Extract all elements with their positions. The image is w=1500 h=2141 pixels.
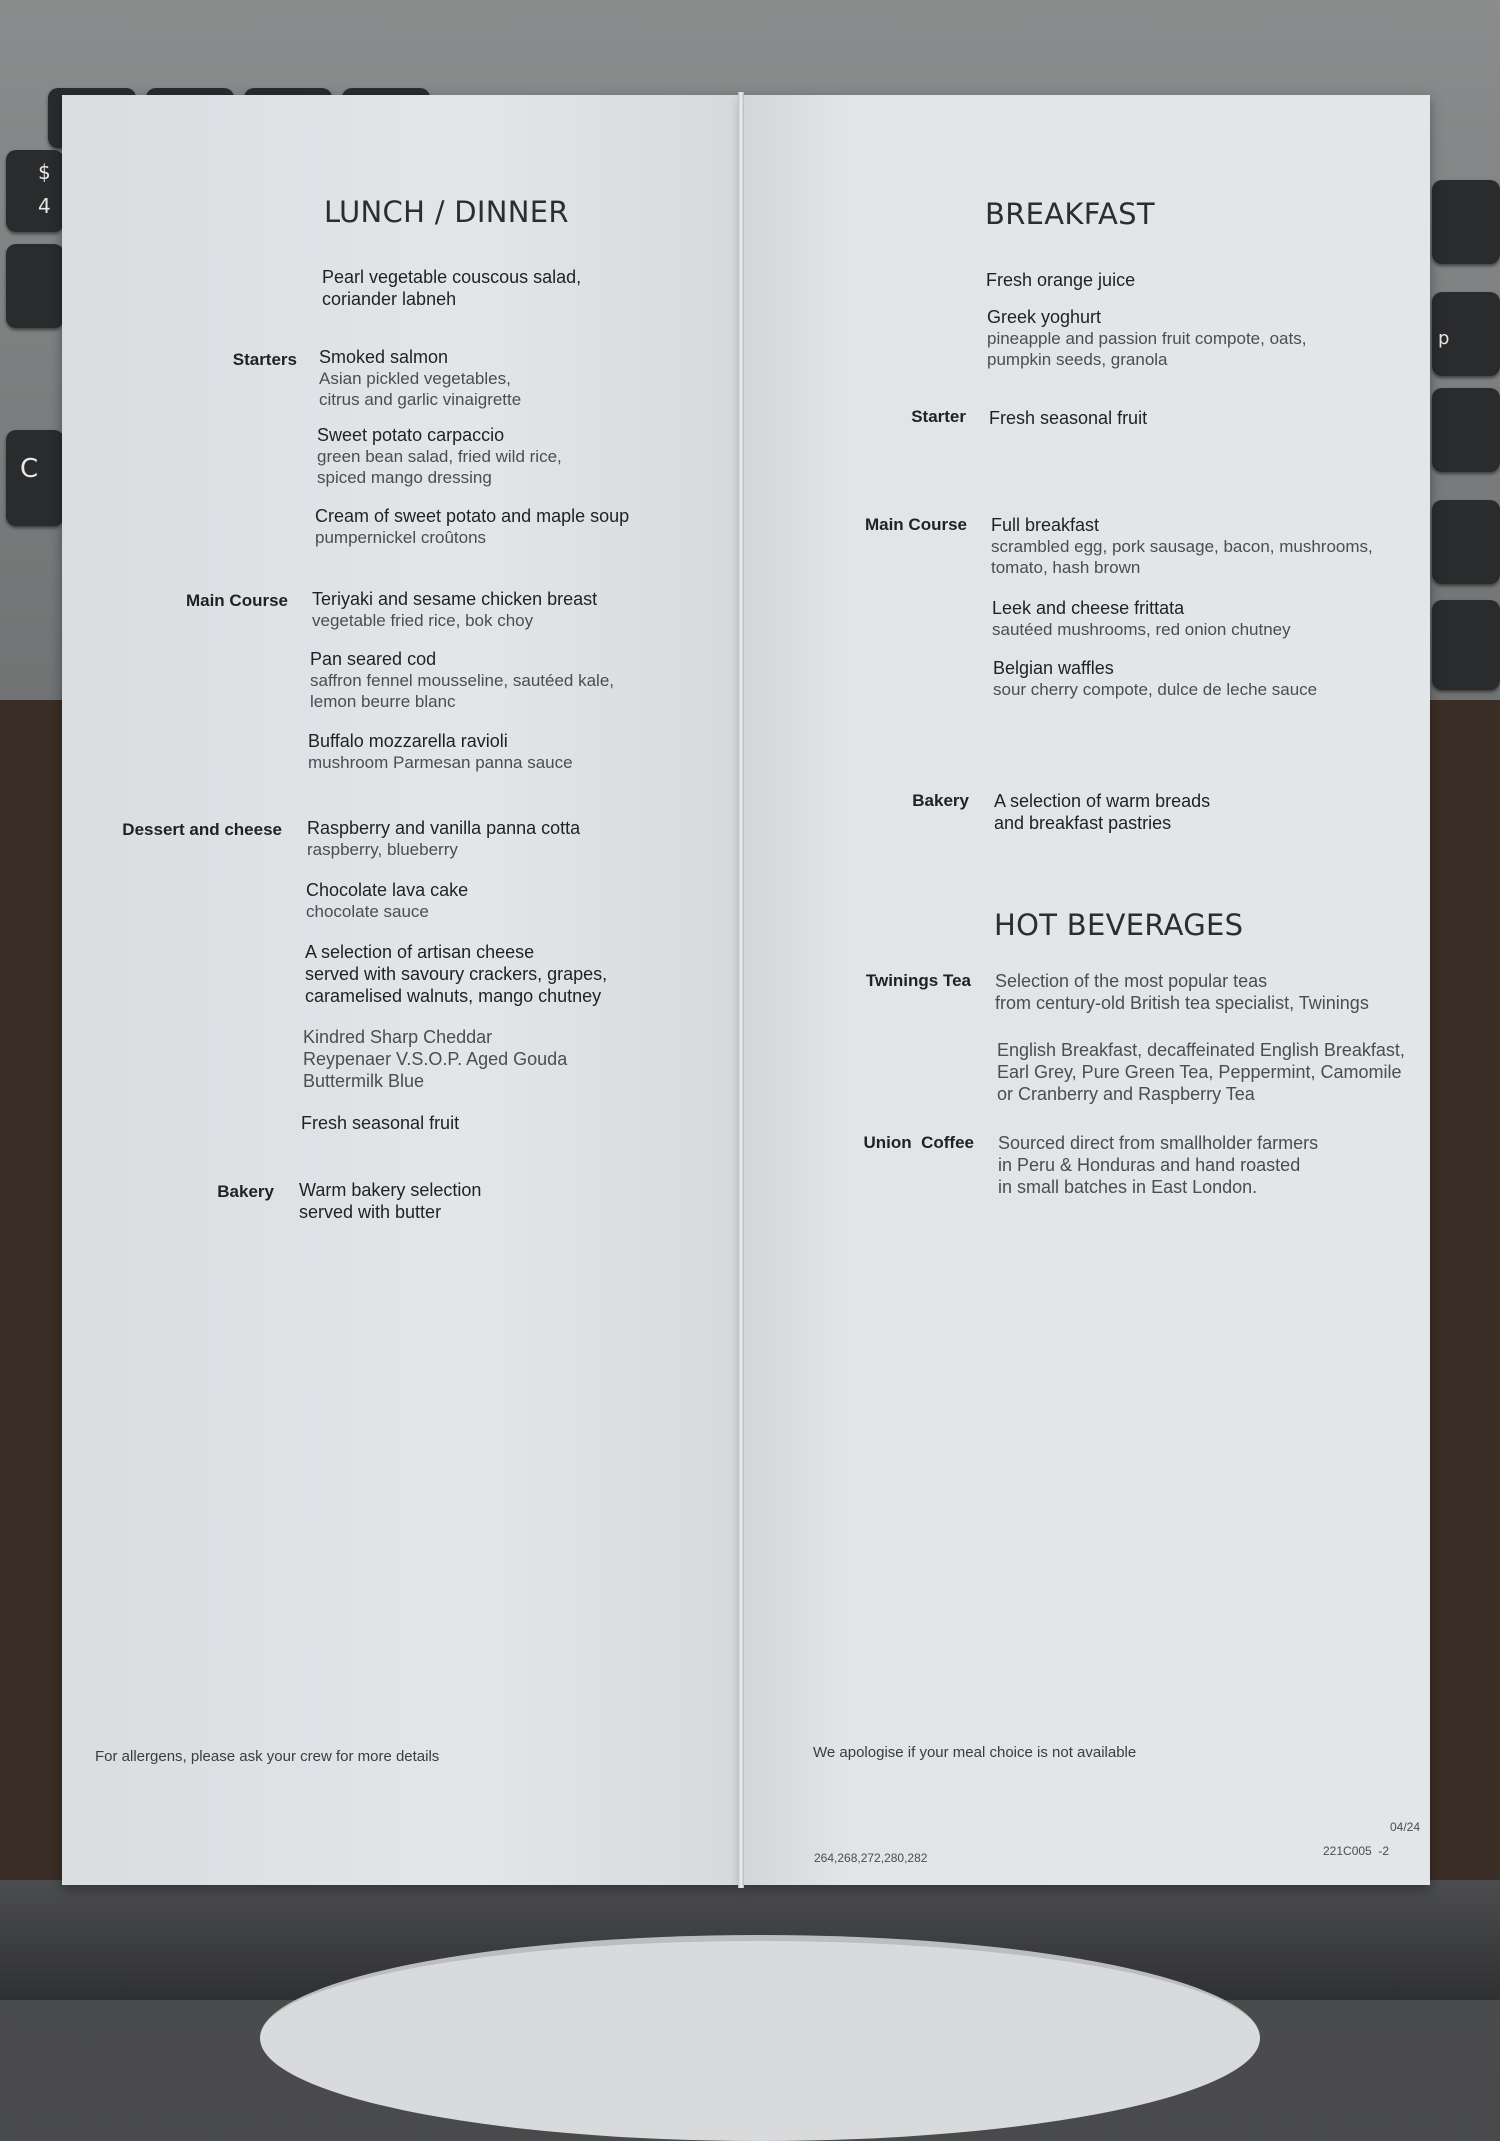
key-right-4 — [1432, 500, 1500, 584]
menu-item — [299, 1179, 481, 1223]
tea-description — [995, 970, 1369, 1014]
coffee-line: in Peru & Honduras and hand roasted — [998, 1155, 1301, 1175]
item-desc: tomato, hash brown — [991, 558, 1141, 577]
section-label-union-coffee: Union Coffee — [863, 1133, 974, 1152]
item-title: Teriyaki and sesame chicken breast — [312, 589, 598, 609]
menu-code: 221C005 -2 — [1323, 1844, 1390, 1858]
tea-line: or Cranberry and Raspberry Tea — [997, 1084, 1255, 1104]
lunch-intro-line: Pearl vegetable couscous salad, — [322, 267, 582, 287]
item-title: Leek and cheese frittata — [992, 598, 1185, 618]
tea-line: English Breakfast, decaffeinated English Breakfast, — [997, 1040, 1405, 1060]
menu-item — [987, 306, 1306, 370]
item-desc: scrambled egg, pork sausage, bacon, mushrooms, — [991, 537, 1373, 556]
section-label-main-course: Main Course — [185, 591, 288, 610]
menu-item — [319, 346, 521, 410]
hot-beverages-heading: HOT BEVERAGES — [994, 908, 1244, 942]
key-4-label: 4 — [38, 194, 51, 218]
item-title: Fresh orange juice — [986, 270, 1136, 290]
menu-item — [315, 505, 629, 548]
key-c-label: C — [20, 454, 39, 484]
item-title: Warm bakery selection — [299, 1180, 482, 1200]
item-title: and breakfast pastries — [994, 813, 1172, 833]
item-desc: green bean salad, fried wild rice, — [317, 447, 562, 466]
item-title: Smoked salmon — [319, 347, 449, 367]
item-title: Greek yoghurt — [987, 307, 1102, 327]
tea-line: Earl Grey, Pure Green Tea, Peppermint, Camomile — [997, 1062, 1402, 1082]
cheese-item: Buttermilk Blue — [303, 1071, 425, 1091]
breakfast-heading: BREAKFAST — [985, 197, 1155, 231]
item-desc: pineapple and passion fruit compote, oats, — [987, 329, 1307, 348]
tea-line: Selection of the most popular teas — [995, 971, 1268, 991]
menu-item — [306, 879, 468, 922]
item-desc: Asian pickled vegetables, — [319, 369, 511, 388]
lunch-dinner-heading: LUNCH / DINNER — [324, 195, 569, 229]
item-desc: citrus and garlic vinaigrette — [319, 390, 522, 409]
tea-line: from century-old British tea specialist, Twinings — [995, 993, 1369, 1013]
item-desc: pumpkin seeds, granola — [987, 350, 1168, 369]
item-title: caramelised walnuts, mango chutney — [305, 986, 602, 1006]
item-title: Fresh seasonal fruit — [301, 1113, 460, 1133]
item-desc: sour cherry compote, dulce de leche sauce — [993, 680, 1318, 699]
lunch-intro-line: coriander labneh — [322, 289, 457, 309]
key-4 — [6, 150, 64, 232]
cheese-item: Kindred Sharp Cheddar — [303, 1027, 493, 1047]
key-right-1 — [1432, 180, 1500, 264]
meal-choice-note: We apologise if your meal choice is not available — [813, 1744, 1137, 1761]
item-desc: spiced mango dressing — [317, 468, 492, 487]
item-title: Cream of sweet potato and maple soup — [315, 506, 630, 526]
menu-item — [305, 941, 607, 1007]
lunch-intro — [322, 266, 581, 310]
item-title: Chocolate lava cake — [306, 880, 469, 900]
section-label-main-course: Main Course — [864, 515, 967, 534]
item-desc: pumpernickel croûtons — [315, 528, 487, 547]
key-c — [6, 430, 64, 526]
allergens-note: For allergens, please ask your crew for more details — [95, 1748, 440, 1765]
key-4-shift-label: $ — [38, 160, 51, 184]
menu-item — [989, 407, 1147, 429]
item-title: served with butter — [299, 1202, 442, 1222]
section-label-bakery: Bakery — [912, 791, 969, 810]
item-desc: saffron fennel mousseline, sautéed kale, — [310, 671, 614, 690]
menu-item — [308, 730, 573, 773]
section-label-dessert-cheese: Dessert and cheese — [122, 820, 282, 839]
item-title: A selection of warm breads — [994, 791, 1211, 811]
item-desc: vegetable fried rice, bok choy — [312, 611, 534, 630]
item-desc: sautéed mushrooms, red onion chutney — [992, 620, 1291, 639]
coffee-line: in small batches in East London. — [998, 1177, 1258, 1197]
section-label-starter: Starter — [911, 407, 966, 426]
item-desc: lemon beurre blanc — [310, 692, 456, 711]
key-row3 — [6, 244, 64, 328]
cheese-item: Reypenaer V.S.O.P. Aged Gouda — [303, 1049, 568, 1069]
section-label-bakery: Bakery — [217, 1182, 274, 1201]
key-p — [1432, 292, 1500, 376]
menu-item — [993, 657, 1317, 700]
plate — [260, 1935, 1260, 2141]
menu-item — [307, 817, 580, 860]
menu-item — [994, 790, 1210, 834]
item-title: Sweet potato carpaccio — [317, 425, 505, 445]
menu-item — [986, 269, 1135, 291]
key-p-label: p — [1438, 328, 1450, 349]
item-title: Fresh seasonal fruit — [989, 408, 1148, 428]
menu-date: 04/24 — [1390, 1820, 1421, 1834]
item-desc: chocolate sauce — [306, 902, 429, 921]
menu-item — [317, 424, 562, 488]
tea-list — [997, 1039, 1405, 1105]
item-title: served with savoury crackers, grapes, — [305, 964, 608, 984]
item-title: Belgian waffles — [993, 658, 1114, 678]
menu-fold — [738, 92, 744, 1888]
item-title: Buffalo mozzarella ravioli — [308, 731, 508, 751]
coffee-description — [998, 1132, 1318, 1198]
item-title: Pan seared cod — [310, 649, 437, 669]
cheese-list — [303, 1026, 567, 1092]
menu-item — [991, 514, 1373, 578]
menu-item — [301, 1112, 459, 1134]
section-label-twinings-tea: Twinings Tea — [865, 971, 971, 990]
item-title: Raspberry and vanilla panna cotta — [307, 818, 581, 838]
menu-item — [992, 597, 1291, 640]
menu-item — [312, 588, 597, 631]
section-label-starters: Starters — [232, 350, 297, 369]
item-title: Full breakfast — [991, 515, 1100, 535]
item-desc: mushroom Parmesan panna sauce — [308, 753, 573, 772]
coffee-line: Sourced direct from smallholder farmers — [998, 1133, 1319, 1153]
flight-numbers: 264,268,272,280,282 — [814, 1851, 928, 1865]
item-title: A selection of artisan cheese — [305, 942, 535, 962]
key-right-3 — [1432, 388, 1500, 472]
menu-item — [310, 648, 614, 712]
key-right-5 — [1432, 600, 1500, 690]
item-desc: raspberry, blueberry — [307, 840, 458, 859]
